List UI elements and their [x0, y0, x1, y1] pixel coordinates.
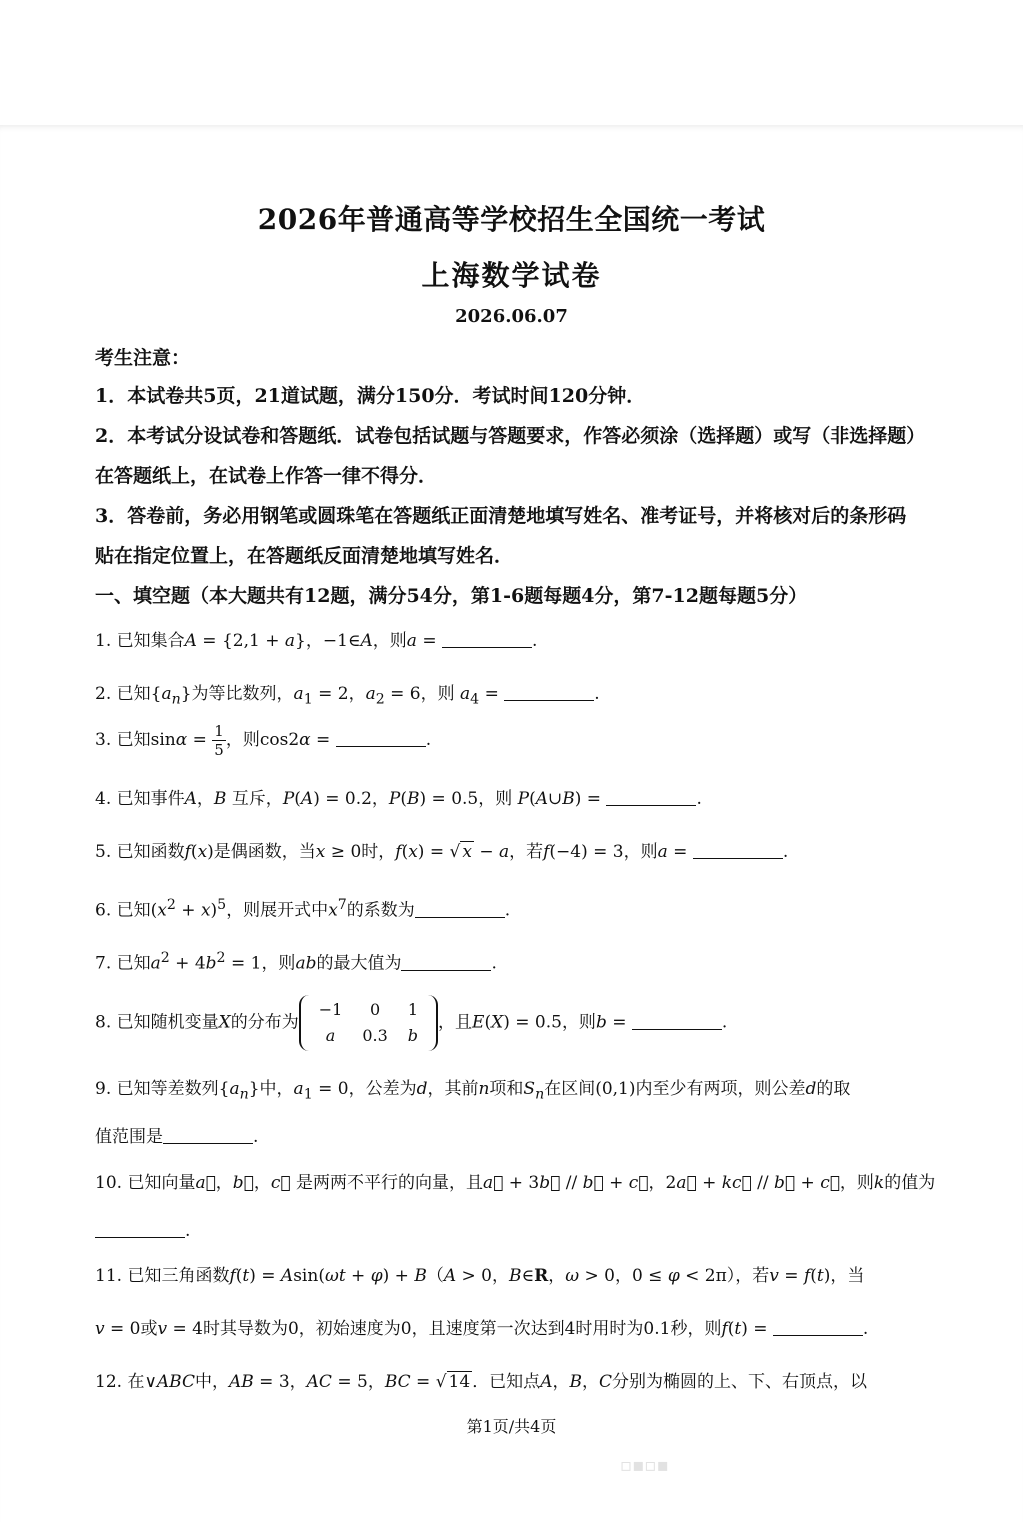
distribution-matrix: −1 0 1 a 0.3 b — [299, 995, 438, 1051]
question-7: 7. 已知$a^2 + 4b^2 = 1$，则ab的最大值为 . — [95, 950, 497, 974]
exam-page — [0, 125, 1023, 1522]
question-4: 4. 已知事件A，B 互斥，P(A) = 0.2，P(B) = 0.5，则 P(A∪B) = . — [95, 789, 702, 809]
question-9: 9. 已知等差数列$\{a_n\}$中，$a_1 = 0$，公差为d，其前n项和$S_n$在区间(0,1)内至少有两项，则公差d的取 — [95, 1079, 851, 1103]
question-11: 11. 已知三角函数f(t) = Asin(ωt + φ) + B（A > 0，B∈R，ω > 0，0 ≤ φ < 2π），若v = f(t)，当 — [95, 1266, 865, 1286]
exam-date: 2026.06.07 — [455, 306, 568, 327]
top-margin — [0, 0, 1023, 125]
exam-subtitle: 上海数学试卷 — [421, 259, 602, 292]
question-12: 12. 在∨ABC中，AB = 3，AC = 5，BC = √ 14 ．已知点A，B，C分别为椭圆的上、下、右顶点，以 — [95, 1372, 867, 1392]
answer-blank[interactable] — [336, 728, 426, 747]
question-2: 2. 已知$\{a_n\}$为等比数列，$a_1 = 2$，$a_2 = 6$，则 $a_4$ = . — [95, 684, 600, 708]
notice-item-2: 2．本考试分设试卷和答题纸．试卷包括试题与答题要求，作答必须涂（选择题）或写（非选择题）在答题纸上，在试卷上作答一律不得分． — [95, 425, 916, 487]
question-5: 5. 已知函数f(x)是偶函数，当x ≥ 0时，f(x) = √ x − a，若f(−4) = 3，则a = . — [95, 842, 789, 862]
notice-item-1: 1．本试卷共5页，21道试题，满分150分．考试时间120分钟． — [95, 385, 646, 407]
question-8: 8. 已知随机变量X的分布为 −1 0 1 a 0.3 b ，且E(X) = 0.5，则b = . — [95, 995, 925, 1051]
question-1: 1. 已知集合A = {2,1 + a}，−1∈A，则a = . — [95, 631, 538, 651]
answer-blank[interactable] — [606, 787, 696, 806]
section-heading: 一、填空题（本大题共有12题，满分54分，第1-6题每题4分，第7-12题每题5分） — [95, 585, 808, 607]
answer-blank[interactable] — [504, 682, 594, 701]
answer-blank[interactable] — [95, 1219, 185, 1238]
question-6: 6. 已知$(x^2 + x)^5$，则展开式中$x^7$的系数为 . — [95, 897, 511, 921]
notice-heading: 考生注意： — [95, 347, 191, 369]
answer-blank[interactable] — [401, 952, 491, 971]
question-11-line-2: v = 0或v = 4时其导数为0，初始速度为0，且速度第一次达到4时用时为0.1秒，则f(t) = . — [95, 1319, 869, 1339]
page-footer: 第1页/共4页 — [466, 1417, 557, 1436]
answer-blank[interactable] — [632, 1011, 722, 1030]
answer-blank[interactable] — [693, 840, 783, 859]
question-10: 10. 已知向量a⃗，b⃗，c⃗ 是两两不平行的向量，且a⃗ + 3b⃗ // b⃗ + c⃗，2a⃗ + kc⃗ // b⃗ + c⃗，则k的值为 — [95, 1173, 936, 1193]
answer-blank[interactable] — [773, 1317, 863, 1336]
answer-blank[interactable] — [415, 899, 505, 918]
question-9-line-2: 值范围是 . — [95, 1127, 259, 1147]
answer-blank[interactable] — [442, 629, 532, 648]
answer-blank[interactable] — [163, 1125, 253, 1144]
notice-item-3: 3．答卷前，务必用钢笔或圆珠笔在答题纸正面清楚地填写姓名、准考证号，并将核对后的条形码贴在指定位置上，在答题纸反面清楚地填写姓名． — [95, 505, 907, 567]
watermark-icon: ▫▪▫▪ — [620, 1455, 669, 1476]
question-10-line-2: . — [95, 1218, 925, 1244]
question-3: 3. 已知sinα = $\frac{1}{5}$ ，则cos2α = . — [95, 722, 432, 759]
exam-title: 2026年普通高等学校招生全国统一考试 — [257, 203, 766, 236]
